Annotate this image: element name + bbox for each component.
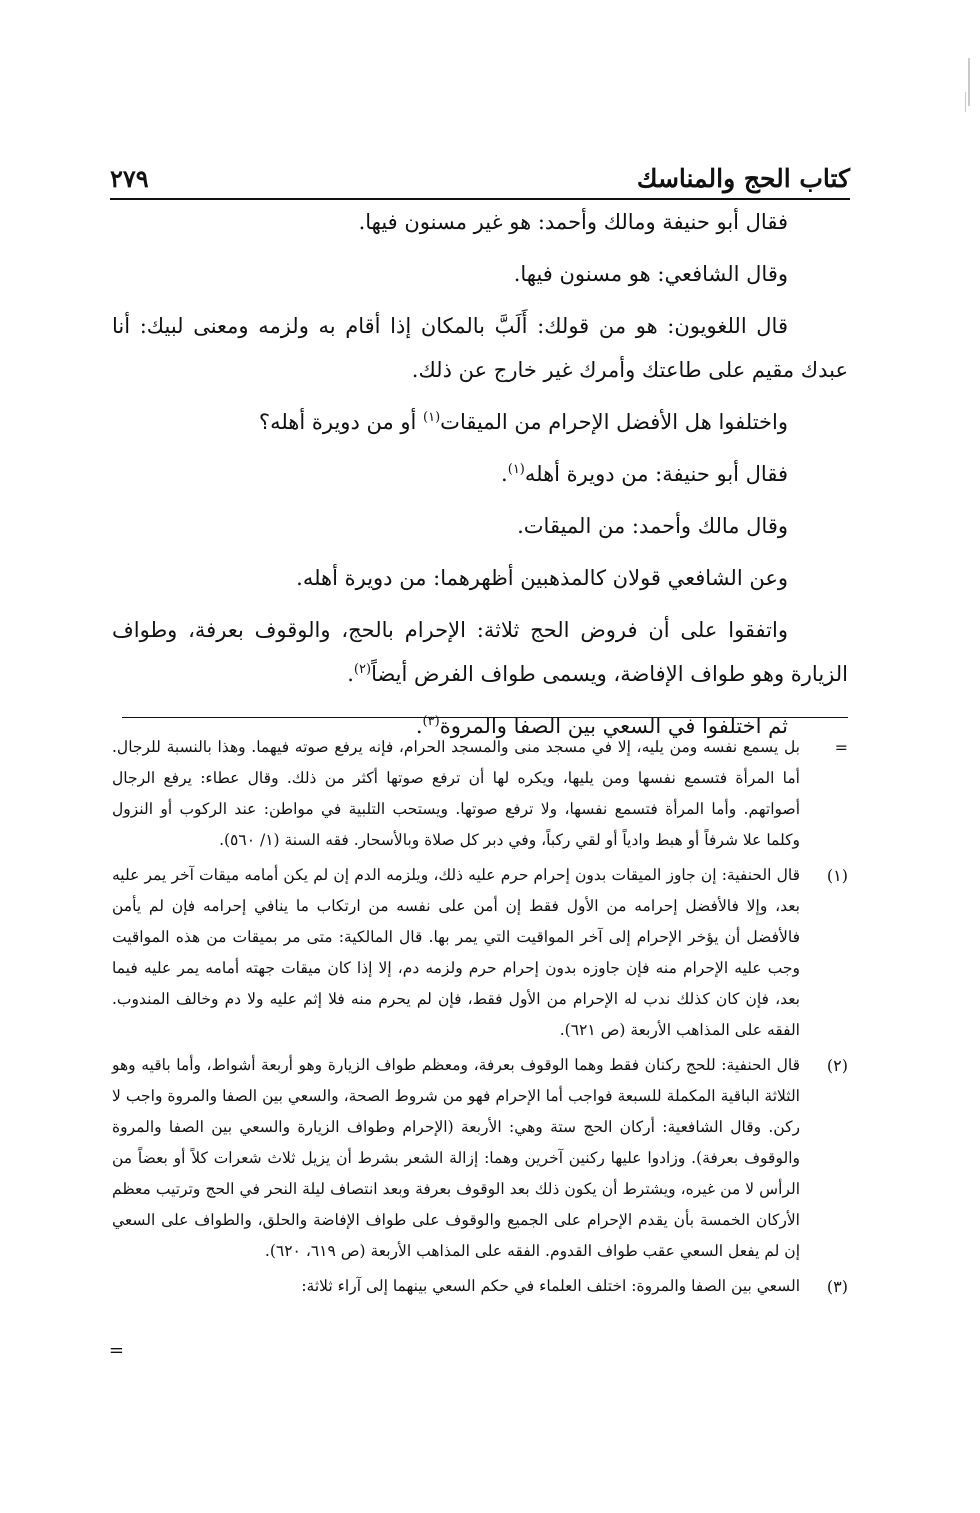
paragraph	[112, 608, 848, 696]
page-header	[110, 150, 850, 200]
paragraph	[112, 252, 848, 296]
paragraph	[112, 304, 848, 392]
paragraph	[112, 200, 848, 244]
page-number: ٢٧٩	[110, 164, 149, 193]
scan-edge-mark	[968, 58, 970, 106]
paragraph-text: أو من دويرة أهله؟	[258, 410, 424, 434]
paragraph-text: .	[415, 714, 423, 738]
paragraph	[112, 400, 848, 444]
running-title: كتاب الحج والمناسك	[636, 164, 850, 193]
footnote	[112, 1050, 848, 1267]
footnote-reference[interactable]: (١)	[507, 462, 525, 477]
paragraph	[112, 556, 848, 600]
footnote-mark: (٢)	[826, 1056, 848, 1075]
footnote	[112, 732, 848, 856]
paragraph-text: واتفقوا على أن فروض الحج ثلاثة: الإحرام بالحج، والوقوف بعرفة، وطواف الزيارة وهو طواف الإفاضة، ويسمى طواف الفرض أيضاً	[112, 618, 848, 686]
paragraph-text: ثم اختلفوا في السعي بين الصفا والمروة	[439, 714, 788, 738]
footnote-mark: (٣)	[826, 1277, 848, 1296]
footnote-text: السعي بين الصفا والمروة: اختلف العلماء في حكم السعي بينهما إلى آراء ثلاثة:	[301, 1277, 800, 1295]
footnote-mark: =	[834, 738, 848, 757]
paragraph	[112, 504, 848, 548]
paragraph	[112, 452, 848, 496]
paragraph-text: وقال مالك وأحمد: من الميقات.	[517, 514, 788, 538]
footnote-mark: (١)	[826, 866, 848, 885]
scan-edge-mark	[965, 92, 966, 112]
paragraph-text: .	[347, 662, 354, 686]
paragraph-text: فقال أبو حنيفة: من دويرة أهله	[524, 462, 788, 486]
footnote-text: قال الحنفية: للحج ركنان فقط وهما الوقوف بعرفة، ومعظم طواف الزيارة وهو أربعة أشواط، وأما باقيه وهو الثلاثة الباقية المكملة للسبعة فواجب أما الإحرام فهو من شروط الصحة، والسعي بين الصفا والمروة واجب لا ركن. وقال الشافعية: أركان الحج ستة وهي: الأربعة (الإحرام وطواف الزيارة والسعي بين الصفا والمروة والوقوف بعرفة). وزادوا عليها ركنين آخرين وهما: إزالة الشعر بشرط أن يزيل ثلاث شعرات كلاً أو بعضاً من الرأس لا من غيره، ويشترط أن يكون ذلك بعد الوقوف بعرفة وبعد انتصاف ليلة النحر في الحج وترتيب معظم الأركان الخمسة بأن يقدم الإحرام على الجميع والوقوف على طواف الإفاضة والحلق، والطواف على السعي إن لم يفعل السعي عقب طواف القدوم. الفقه على المذاهب الأربعة (ص ٦١٩، ٦٢٠).	[112, 1056, 800, 1260]
footnote-text: بل يسمع نفسه ومن يليه، إلا في مسجد منى والمسجد الحرام، فإنه يرفع صوته فيهما. وهذا بالنسبة للرجال. أما المرأة فتسمع نفسها ومن يليها، ويكره لها أن ترفع صوتها أكثر من ذلك. وقال عطاء: يرفع الرجال أصواتهم. وأما المرأة فتسمع نفسها، ولا ترفع صوتها. ويستحب التلبية في مواطن: عند الركوب أو النزول وكلما علا شرفاً أو هبط وادياً أو لقي ركباً، وفي دبر كل صلاة وبالأسحار. فقه السنة (١/ ٥٦٠).	[112, 738, 800, 849]
footnote-text: قال الحنفية: إن جاوز الميقات بدون إحرام حرم عليه ذلك، ويلزمه الدم إن لم يكن أمامه ميقات آخر يمر عليه بعد، وإلا فالأفضل إحرامه من الأول فقط إن أمن على نفسه من ارتكاب ما ينافي إحرامه فإن لم يأمن فالأفضل أن يؤخر الإحرام إلى آخر المواقيت التي يمر بها. قال المالكية: متى مر بميقات من هذه المواقيت وجب عليه الإحرام منه فإن جاوزه بدون إحرام حرم ولزمه دم، إلا إذا كان ميقات جهته أمامه يمر عليه فيما بعد، فإن كان كذلك ندب له الإحرام من الأول فقط، فإن لم يحرم منه فلا إثم عليه ولا دم وخالف المندوب. الفقه على المذاهب الأربعة (ص ٦٢١).	[112, 866, 800, 1039]
footnote-separator	[122, 717, 848, 718]
paragraph-text: .	[501, 462, 508, 486]
paragraph-text: وعن الشافعي قولان كالمذهبين أظهرهما: من دويرة أهله.	[296, 566, 788, 590]
paragraph-text: فقال أبو حنيفة ومالك وأحمد: هو غير مسنون فيها.	[358, 210, 788, 234]
paragraph-text: وقال الشافعي: هو مسنون فيها.	[513, 262, 788, 286]
footnote-reference[interactable]: (٣)	[422, 714, 440, 729]
continuation-mark: =	[108, 1340, 124, 1361]
paragraph-text: قال اللغويون: هو من قولك: أَلَبَّ بالمكان إذا أقام به ولزمه ومعنى لبيك: أنا عبدك مقيم على طاعتك وأمرك غير خارج عن ذلك.	[112, 314, 848, 382]
paragraph-text: واختلفوا هل الأفضل الإحرام من الميقات	[440, 410, 788, 434]
footnote	[112, 1271, 848, 1302]
footnote-reference[interactable]: (٢)	[353, 662, 372, 677]
footnotes	[112, 732, 848, 1306]
main-text	[112, 200, 848, 756]
footnote-reference[interactable]: (١)	[423, 410, 441, 425]
footnote	[112, 860, 848, 1046]
